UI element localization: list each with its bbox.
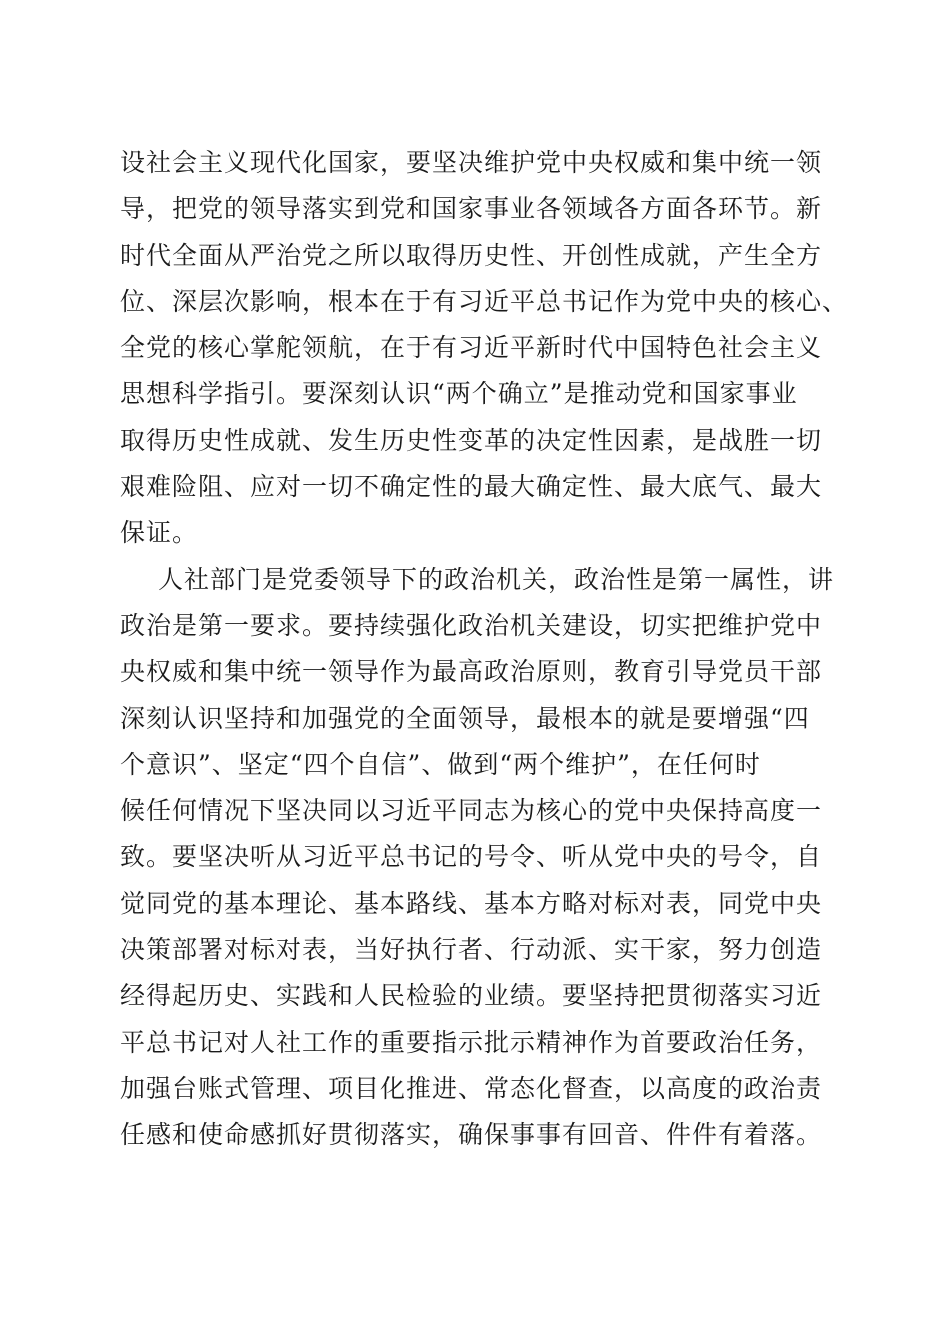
document-body: [120, 140, 849, 1159]
text-line: 政治是第一要求。要持续强化政治机关建设，切实把维护党中: [120, 610, 823, 640]
text-line: 觉同党的基本理论、基本路线、基本方略对标对表，同党中央: [120, 888, 823, 918]
text-line: 加强台账式管理、项目化推进、常态化督查，以高度的政治责: [120, 1073, 823, 1103]
text-line: 保证。: [120, 518, 199, 548]
text-line: 全党的核心掌舵领航，在于有习近平新时代中国特色社会主义: [120, 333, 823, 363]
text-line: 位、深层次影响，根本在于有习近平总书记作为党中央的核心、: [120, 286, 849, 316]
paragraph-2: [120, 557, 840, 1159]
text-line: 思想科学指引。要深刻认识“两个确立”是推动党和国家事业: [120, 379, 798, 409]
text-line: 央权威和集中统一领导作为最高政治原则，教育引导党员干部: [120, 657, 823, 687]
text-line: 深刻认识坚持和加强党的全面领导，最根本的就是要增强“四: [120, 703, 810, 733]
text-line: 经得起历史、实践和人民检验的业绩。要坚持把贯彻落实习近: [120, 981, 823, 1011]
text-line: 设社会主义现代化国家，要坚决维护党中央权威和集中统一领: [120, 148, 823, 177]
text-line: 个意识”、坚定“四个自信”、做到“两个维护”，在任何时: [120, 749, 761, 779]
text-line: 人社部门是党委领导下的政治机关，政治性是第一属性，讲: [158, 564, 835, 594]
text-line: 时代全面从严治党之所以取得历史性、开创性成就，产生全方: [120, 240, 823, 270]
text-line: 艰难险阻、应对一切不确定性的最大确定性、最大底气、最大: [120, 472, 823, 502]
text-line: 决策部署对标对表，当好执行者、行动派、实干家，努力创造: [120, 935, 823, 965]
text-line: 导，把党的领导落实到党和国家事业各领域各方面各环节。新: [120, 194, 823, 224]
text-line: 取得历史性成就、发生历史性变革的决定性因素，是战胜一切: [120, 425, 823, 455]
text-line: 平总书记对人社工作的重要指示批示精神作为首要政治任务，: [120, 1027, 823, 1057]
paragraph-1: [120, 140, 849, 557]
text-line: 候任何情况下坚决同以习近平同志为核心的党中央保持高度一: [120, 796, 823, 826]
text-line: 任感和使命感抓好贯彻落实，确保事事有回音、件件有着落。: [120, 1120, 823, 1150]
text-line: 致。要坚决听从习近平总书记的号令、听从党中央的号令，自: [120, 842, 823, 872]
